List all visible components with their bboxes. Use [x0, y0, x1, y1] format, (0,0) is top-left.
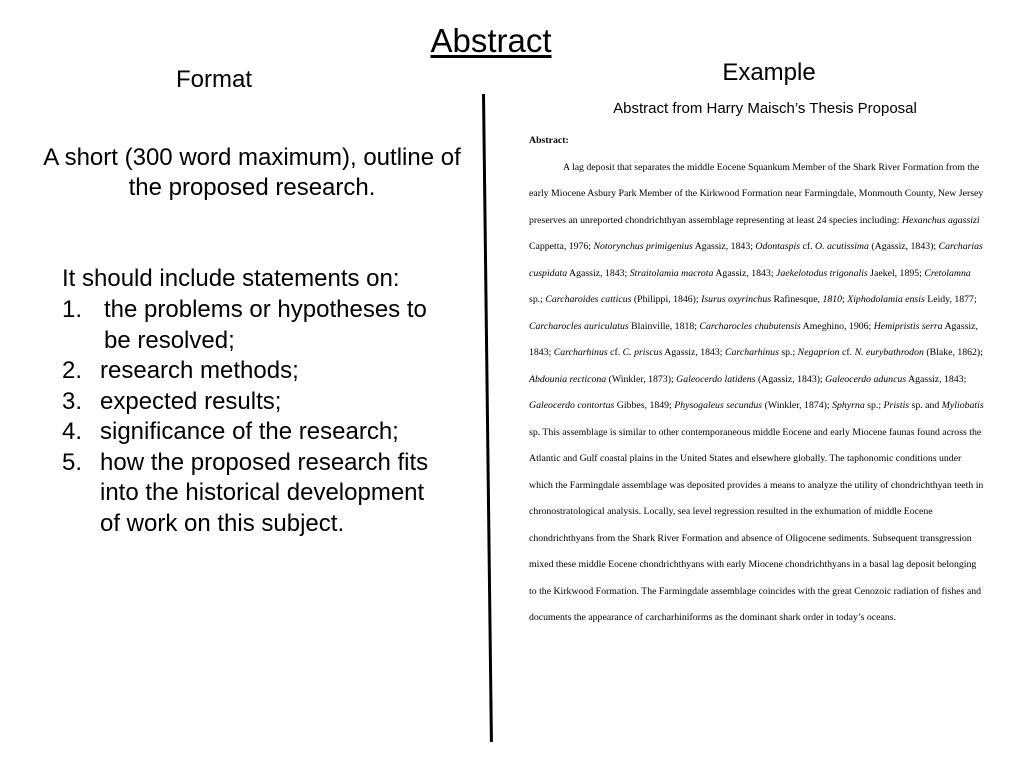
- taxon-name: Jaekelotodus trigonalis: [776, 267, 868, 279]
- abstract-text: sp. and: [909, 400, 942, 411]
- list-item-number: 4.: [62, 418, 83, 445]
- list-item-text: the problems or hypotheses to be resolved;: [104, 296, 427, 354]
- statements-list: [62, 295, 442, 539]
- list-item: [62, 448, 442, 540]
- abstract-text: cf.: [800, 241, 816, 252]
- format-summary: A short (300 word maximum), outline of the proposed research.: [43, 144, 461, 201]
- taxon-name: O. acutissima: [815, 241, 869, 252]
- taxon-name: Straitolamia macrota: [629, 267, 714, 279]
- abstract-text: (Agassiz, 1843);: [868, 241, 939, 252]
- list-item-text: significance of the research;: [100, 418, 399, 445]
- abstract-text: sp.;: [529, 294, 546, 305]
- taxon-name: N. eurybathrodon: [854, 347, 924, 358]
- slide-title: Abstract: [430, 22, 552, 59]
- abstract-text: cf.: [839, 347, 855, 358]
- list-item: [62, 417, 442, 448]
- taxon-name: C. priscus: [622, 347, 663, 358]
- abstract-text: Agassiz, 1843;: [692, 241, 756, 252]
- abstract-text: sp. This assemblage is similar to other contemporaneous middle Eocene and early Miocene faunas found across the Atlantic and Gulf coastal plains in the United States and elsewhere globally. The taphonomic conditions under which the Farmingdale assemblage was deposited provides a means to analyze the utility of chondrichthyan teeth in chronostratological analysis. Locally, sea level regression resulted in the exhumation of middle Eocene chondrichthyans from the Shark River Formation and absence of Oligocene sediments. Subsequent transgression mixed these middle Eocene chondrichthyans with early Miocene chondrichthyans in a basal lag deposit belonging to the Kirkwood Formation. The Farmingdale assemblage coincides with the great Cenozoic radiation of fishes and documents the appearance of carcharhiniforms as the dominant shark order in today’s oceans.: [529, 426, 984, 623]
- abstract-text: (Philippi, 1846);: [631, 294, 702, 305]
- abstract-text: Ameghino, 1906;: [800, 320, 874, 332]
- list-item-text: how the proposed research fits into the historical development of work on this subject.: [100, 448, 429, 537]
- abstract-text: Rafinesque,: [771, 294, 823, 305]
- abstract-text: ;: [842, 294, 848, 305]
- abstract-text: Agassiz, 1843;: [567, 267, 630, 279]
- abstract-text: (Agassiz, 1843);: [755, 373, 826, 385]
- list-item: [62, 356, 442, 387]
- taxon-name: Negaprion: [797, 347, 840, 358]
- example-source-caption: Abstract from Harry Maisch’s Thesis Proposal: [613, 100, 917, 117]
- list-item-number: 1.: [62, 296, 83, 323]
- list-item-number: 2.: [62, 357, 83, 384]
- abstract-text: cf.: [607, 347, 623, 358]
- taxon-name: Hemipristis serra: [873, 320, 943, 332]
- abstract-text: (Winkler, 1873);: [606, 373, 677, 385]
- taxon-name: Hexanchus agassizi: [901, 214, 980, 226]
- list-item-number: 3.: [62, 387, 83, 415]
- taxon-name: Galeocerdo aduncus: [825, 373, 907, 385]
- abstract-text: Gibbes, 1849;: [614, 400, 675, 411]
- format-heading: Format: [175, 66, 252, 93]
- taxon-name: Xiphodolamia ensis: [847, 294, 925, 305]
- taxon-name: Physogaleus secundus: [674, 400, 763, 411]
- taxon-name: Notorynchus primigenius: [593, 241, 693, 252]
- taxon-name: Odontaspis: [755, 241, 801, 252]
- list-item-text: research methods;: [100, 357, 299, 384]
- list-item: [62, 295, 442, 356]
- column-divider: [482, 94, 493, 742]
- taxon-name: Carcharoides catticus: [545, 294, 632, 305]
- taxon-name: 1810: [822, 294, 843, 305]
- example-abstract: [529, 128, 984, 632]
- abstract-text: (Winkler, 1874);: [762, 400, 833, 411]
- abstract-text: Jaekel, 1895;: [867, 267, 925, 279]
- taxon-name: Cretolamna: [924, 267, 971, 279]
- abstract-text: (Blake, 1862);: [923, 347, 983, 358]
- statements-intro: It should include statements on:: [62, 265, 400, 292]
- abstract-text: Agassiz, 1843;: [906, 373, 967, 385]
- list-item: [62, 387, 442, 418]
- taxon-name: Carcharhinus: [553, 347, 608, 358]
- abstract-text: Agassiz, 1843;: [529, 320, 978, 358]
- taxon-name: Carcharhinus: [724, 347, 779, 358]
- taxon-name: Myliobatis: [941, 400, 984, 411]
- example-abstract-body: [529, 155, 984, 632]
- taxon-name: Sphyrna: [832, 400, 865, 411]
- taxon-name: Galeocerdo contortus: [529, 400, 615, 411]
- taxon-name: Carcharias cuspidata: [529, 241, 983, 279]
- taxon-name: Pristis: [883, 400, 910, 411]
- abstract-text: Agassiz, 1843;: [662, 347, 725, 358]
- taxon-name: Carcharocles chubutensis: [699, 320, 801, 332]
- abstract-text: A lag deposit that separates the middle Eocene Squankum Member of the Shark River Formation from the early Miocene Asbury Park Member of the Kirkwood Formation near Farmingdale, Monmouth County, New Jersey preserves an unreported chondrichthyan assemblage representing at least 24 species including:: [529, 161, 984, 226]
- taxon-name: Galeocerdo latidens: [676, 373, 756, 385]
- abstract-text: sp.;: [864, 400, 884, 411]
- example-heading: Example: [722, 59, 816, 86]
- list-item-number: 5.: [62, 448, 83, 476]
- abstract-text: Leidy, 1877;: [924, 294, 977, 305]
- taxon-name: Carcharocles auriculatus: [529, 320, 629, 332]
- example-abstract-label: Abstract:: [529, 135, 569, 146]
- abstract-text: Agassiz, 1843;: [713, 267, 777, 279]
- taxon-name: Isurus oxyrinchus: [701, 294, 772, 305]
- abstract-text: Cappetta, 1976;: [529, 241, 594, 252]
- abstract-text: sp.;: [778, 347, 798, 358]
- taxon-name: Abdounia recticona: [529, 373, 607, 385]
- abstract-text: Blainville, 1818;: [628, 320, 700, 332]
- list-item-text: expected results;: [100, 387, 282, 415]
